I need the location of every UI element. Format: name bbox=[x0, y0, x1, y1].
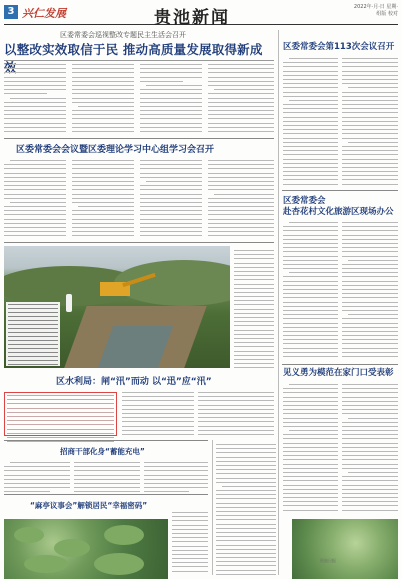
divider bbox=[4, 242, 274, 243]
lead-kicker: 区委常委会巡视整改专题民主生活会召开 bbox=[60, 31, 186, 39]
divider bbox=[4, 440, 208, 441]
issue-date: 2022年·月·日 星期· bbox=[353, 4, 398, 10]
sidebar-mid-title: 区委常委会 赴杏花村文化旅游区现场办公 bbox=[283, 196, 394, 217]
photo-feature-headline: 区水利局：闸“汛”而动 以“迅”应“汛” bbox=[56, 377, 212, 387]
divider bbox=[4, 494, 208, 495]
section2-body-col4 bbox=[208, 160, 274, 240]
lead-body-col4 bbox=[208, 64, 274, 132]
brand-logo: 兴仁发展 bbox=[22, 7, 66, 20]
article-b-body-col2 bbox=[74, 462, 140, 492]
sidebar-top-body-col2 bbox=[342, 58, 398, 186]
section2-body-col3 bbox=[140, 160, 202, 240]
boxed-brief bbox=[4, 392, 117, 436]
photo-caption bbox=[6, 302, 60, 366]
article-c-title: 见义勇为模范在家门口受表彰 bbox=[283, 368, 394, 378]
feature-body-col2 bbox=[122, 392, 194, 436]
page-number: 3 bbox=[4, 5, 18, 19]
column-divider bbox=[212, 440, 213, 575]
sidebar-top-body-col1 bbox=[283, 58, 338, 186]
divider bbox=[4, 138, 274, 139]
footer-stamp: 贵池日报 bbox=[320, 558, 336, 563]
section2-body-col1 bbox=[4, 160, 66, 240]
lead-headline: 以整改实效取信于民 推动高质量发展取得新成效 bbox=[4, 42, 263, 75]
divider bbox=[282, 364, 398, 365]
lead-body-col2 bbox=[72, 64, 134, 132]
feature-body-col3 bbox=[198, 392, 274, 436]
article-b-body-col3 bbox=[144, 462, 208, 492]
article-d-title: “麻亭议事会”解锁居民“幸福密码” bbox=[30, 501, 148, 510]
sidebar-top-title: 区委常委会第113次会议召开 bbox=[283, 42, 395, 52]
divider bbox=[282, 190, 398, 191]
issue-editors: 组版 校对 bbox=[376, 11, 398, 17]
middle-text-column bbox=[216, 444, 276, 575]
lead-body-col3 bbox=[140, 64, 202, 132]
sidebar-mid-body-col1 bbox=[283, 222, 338, 360]
sidebar-mid-body-col2 bbox=[342, 222, 398, 360]
article-c-body-col1 bbox=[283, 384, 338, 514]
masthead bbox=[4, 3, 398, 28]
issue-info bbox=[354, 4, 398, 18]
lotus-pond-photo bbox=[4, 519, 168, 579]
article-b-body-col1 bbox=[4, 462, 70, 492]
section-title: 贵池新闻 bbox=[154, 8, 230, 28]
section2-body-col2 bbox=[72, 160, 134, 240]
article-b-title: 招商干部化身“蓄能充电” bbox=[60, 447, 145, 456]
photo-side-text bbox=[234, 250, 274, 368]
article-d-body bbox=[172, 512, 208, 575]
column-divider bbox=[278, 30, 279, 575]
divider bbox=[4, 60, 274, 61]
lotus-field-photo bbox=[292, 519, 398, 579]
lead-body-col1 bbox=[4, 64, 66, 132]
section2-title: 区委常委会会议暨区委理论学习中心组学习会召开 bbox=[16, 145, 215, 155]
worker-figure bbox=[66, 294, 72, 312]
article-c-body-col2 bbox=[342, 384, 398, 514]
